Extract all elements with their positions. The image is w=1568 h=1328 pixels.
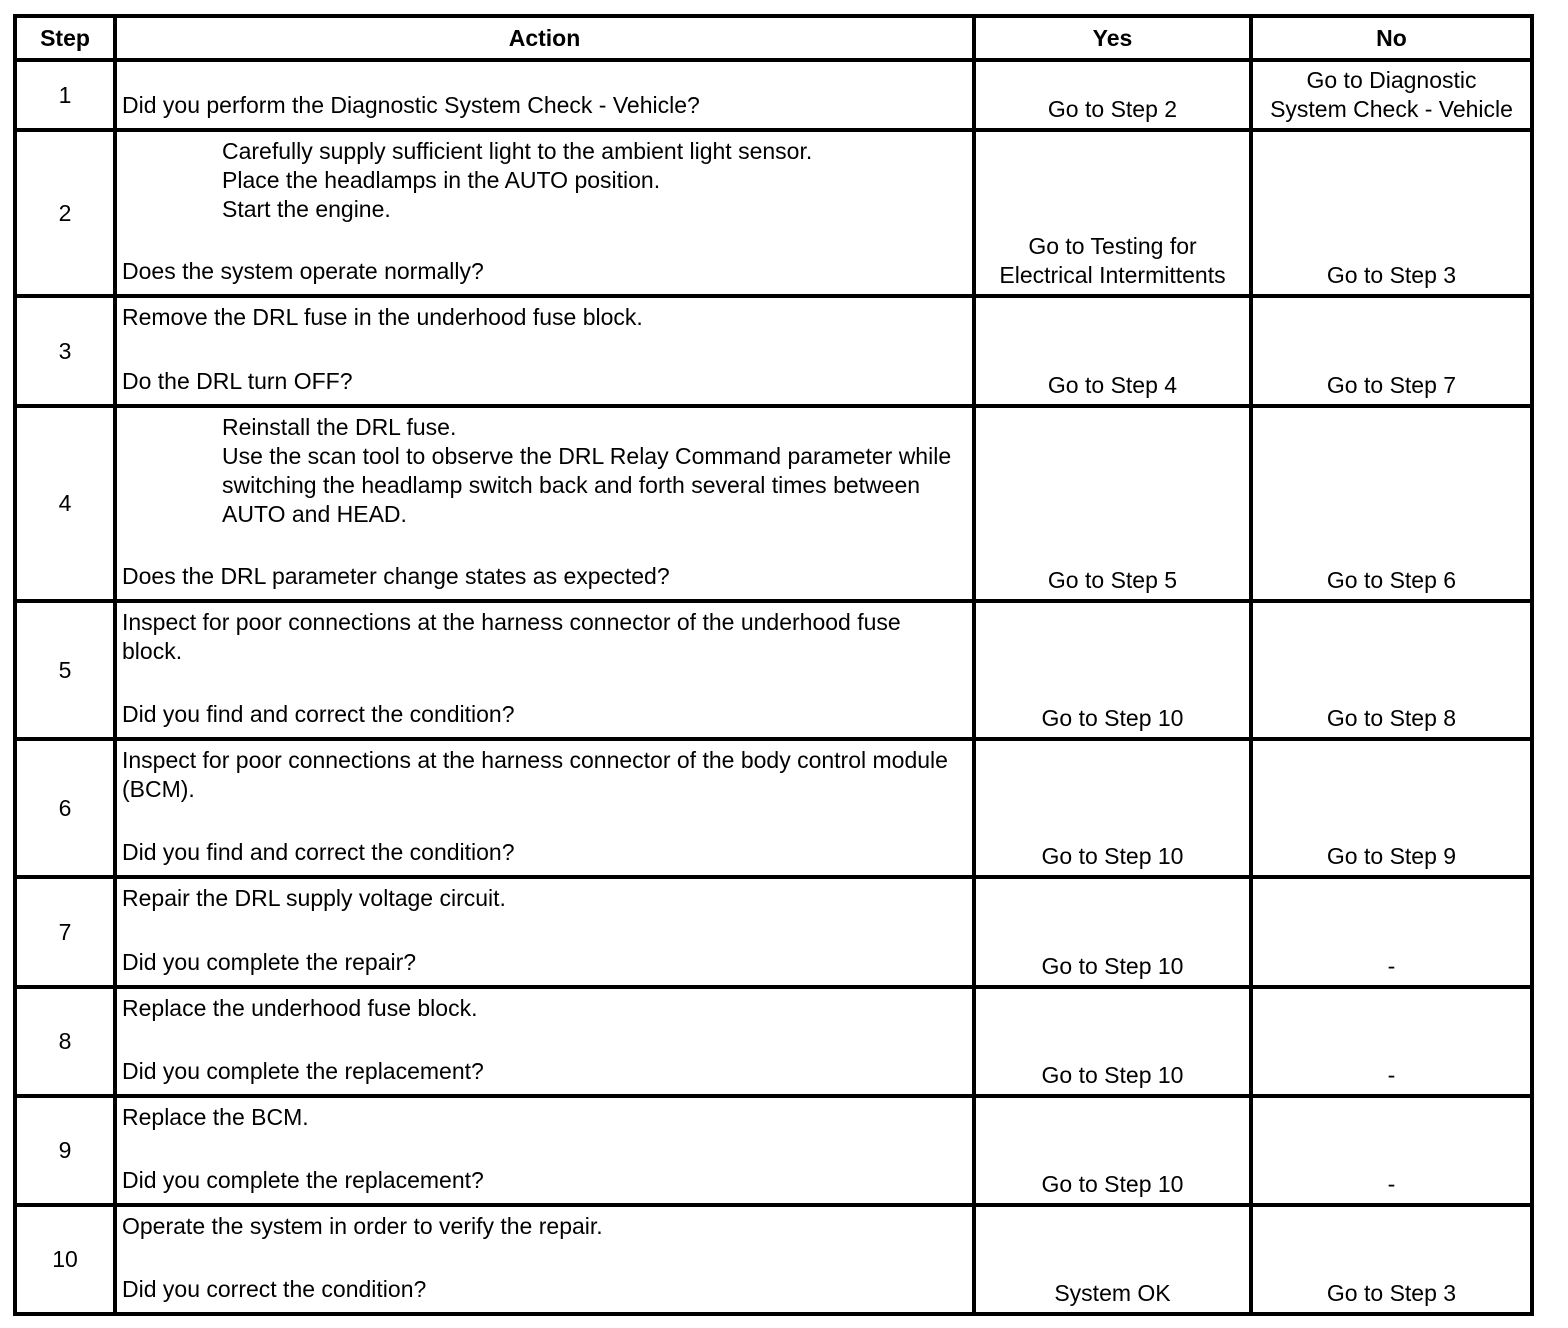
action-text: Inspect for poor connections at the harness connector of the underhood fuse block. [122, 609, 901, 664]
yes-cell [974, 601, 1251, 739]
action-question: Did you find and correct the condition? [122, 839, 515, 865]
step-number: 2 [15, 130, 115, 296]
table-row [15, 1205, 1532, 1314]
yes-cell [974, 739, 1251, 877]
action-question: Do the DRL turn OFF? [122, 368, 353, 394]
action-question: Did you complete the replacement? [122, 1167, 484, 1193]
action-question: Does the system operate normally? [122, 258, 484, 284]
step-number: 4 [15, 406, 115, 601]
header-row [15, 16, 1532, 60]
diagnostic-table [13, 14, 1534, 1316]
action-cell [115, 1096, 974, 1205]
step-number: 9 [15, 1096, 115, 1205]
no-result-text: - [1387, 1171, 1396, 1197]
action-question: Does the DRL parameter change states as expected? [122, 563, 670, 589]
action-text: Replace the underhood fuse block. [122, 995, 478, 1021]
action-text: Inspect for poor connections at the harness connector of the body control module (BCM). [122, 747, 948, 802]
step-number: 3 [15, 296, 115, 406]
instruction-item: Carefully supply sufficient light to the ambient light sensor. [222, 138, 813, 164]
no-cell [1251, 406, 1532, 601]
step-number: 10 [15, 1205, 115, 1314]
header-no: No [1251, 16, 1532, 60]
step-number: 7 [15, 877, 115, 987]
table-row [15, 877, 1532, 987]
no-result-text: Go to Step 6 [1326, 567, 1457, 593]
table-row [15, 1096, 1532, 1205]
action-question: Did you perform the Diagnostic System Check - Vehicle? [122, 92, 700, 118]
step-number: 5 [15, 601, 115, 739]
instruction-item: Reinstall the DRL fuse. [222, 414, 457, 440]
step-number: 6 [15, 739, 115, 877]
no-cell [1251, 296, 1532, 406]
yes-result-text: System OK [1054, 1280, 1171, 1306]
yes-cell [974, 130, 1251, 296]
yes-cell [974, 1205, 1251, 1314]
action-text: Operate the system in order to verify the repair. [122, 1213, 603, 1239]
instruction-item: Start the engine. [222, 196, 391, 222]
action-cell [115, 60, 974, 130]
no-cell [1251, 739, 1532, 877]
no-result-text: Go to Step 8 [1326, 705, 1457, 731]
no-result-text: Go to Step 9 [1326, 843, 1457, 869]
yes-result-text: Go to Step 10 [1041, 953, 1184, 979]
yes-cell [974, 60, 1251, 130]
no-cell [1251, 130, 1532, 296]
header-step: Step [15, 16, 115, 60]
instruction-item: Place the headlamps in the AUTO position. [222, 167, 661, 193]
action-cell [115, 739, 974, 877]
no-result-text: Go to Step 3 [1326, 262, 1457, 288]
no-cell [1251, 877, 1532, 987]
action-cell [115, 601, 974, 739]
instruction-item: Use the scan tool to observe the DRL Relay Command parameter while switching the headlamp switch back and forth several times between AUTO and HEAD. [222, 443, 952, 527]
yes-result-text: Electrical Intermittents [999, 262, 1226, 288]
table-row [15, 60, 1532, 130]
header-yes: Yes [974, 16, 1251, 60]
action-question: Did you find and correct the condition? [122, 701, 515, 727]
action-cell [115, 406, 974, 601]
header-action: Action [115, 16, 974, 60]
action-question: Did you correct the condition? [122, 1276, 427, 1302]
no-result-text: - [1387, 953, 1396, 979]
yes-cell [974, 877, 1251, 987]
action-cell [115, 987, 974, 1096]
yes-result-text: Go to Step 4 [1047, 372, 1178, 398]
action-cell [115, 296, 974, 406]
yes-result-text: Go to Testing for [1028, 233, 1197, 259]
step-number: 1 [15, 60, 115, 130]
table-row [15, 601, 1532, 739]
yes-result-text: Go to Step 10 [1041, 843, 1184, 869]
no-result-text: Go to Step 7 [1326, 372, 1457, 398]
yes-result-text: Go to Step 10 [1041, 705, 1184, 731]
yes-cell [974, 987, 1251, 1096]
table-row [15, 987, 1532, 1096]
action-question: Did you complete the repair? [122, 949, 417, 975]
no-cell [1251, 1096, 1532, 1205]
no-result-text: System Check - Vehicle [1270, 96, 1513, 122]
action-text: Remove the DRL fuse in the underhood fuse block. [122, 304, 643, 330]
action-cell [115, 877, 974, 987]
step-number: 8 [15, 987, 115, 1096]
yes-result-text: Go to Step 10 [1041, 1171, 1184, 1197]
yes-cell [974, 406, 1251, 601]
table-row [15, 296, 1532, 406]
action-cell [115, 130, 974, 296]
instruction-list [122, 137, 967, 224]
yes-result-text: Go to Step 5 [1047, 567, 1178, 593]
yes-cell [974, 296, 1251, 406]
no-cell [1251, 987, 1532, 1096]
yes-cell [974, 1096, 1251, 1205]
table-row [15, 406, 1532, 601]
action-text: Repair the DRL supply voltage circuit. [122, 885, 506, 911]
table-row [15, 739, 1532, 877]
instruction-list [122, 413, 967, 529]
action-cell [115, 1205, 974, 1314]
no-result-text: Go to Diagnostic [1306, 67, 1477, 93]
table-row [15, 130, 1532, 296]
action-question: Did you complete the replacement? [122, 1058, 484, 1084]
no-cell [1251, 1205, 1532, 1314]
no-result-text: Go to Step 3 [1326, 1280, 1457, 1306]
no-cell [1251, 60, 1532, 130]
no-cell [1251, 601, 1532, 739]
yes-result-text: Go to Step 10 [1041, 1062, 1184, 1088]
no-result-text: - [1387, 1062, 1396, 1088]
yes-result-text: Go to Step 2 [1047, 96, 1178, 122]
action-text: Replace the BCM. [122, 1104, 309, 1130]
